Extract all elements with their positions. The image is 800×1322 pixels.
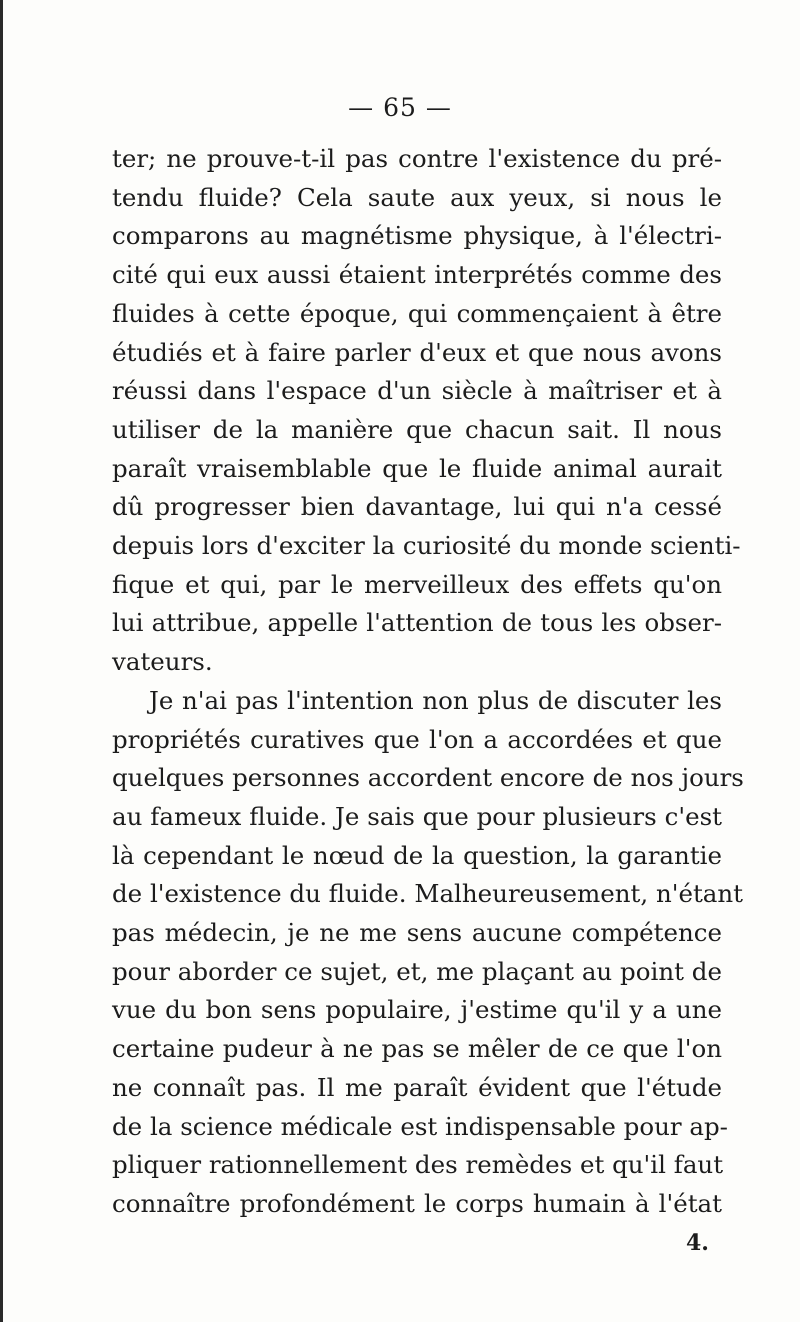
- text-line: pliquer rationnellement des remèdes et qu'il faut: [112, 1150, 724, 1180]
- text-line: quelques personnes accordent encore de nos jours: [112, 763, 744, 793]
- signature-mark: 4.: [686, 1230, 709, 1256]
- text-line: vue du bon sens populaire, j'estime qu'il y a une: [112, 995, 722, 1025]
- body-text: [112, 140, 744, 1224]
- text-line: ter; ne prouve-t-il pas contre l'existence du pré-: [112, 144, 722, 173]
- page-edge-shadow: [0, 0, 3, 1322]
- text-line: vateurs.: [112, 647, 213, 677]
- text-line-paragraph-start: Je n'ai pas l'intention non plus de discuter les: [149, 685, 722, 715]
- text-line: fluides à cette époque, qui commençaient à être: [112, 298, 722, 328]
- text-line: cité qui eux aussi étaient interprétés comme des: [112, 260, 722, 290]
- text-line: réussi dans l'espace d'un siècle à maîtriser et à: [112, 376, 722, 406]
- text-line: depuis lors d'exciter la curiosité du monde scienti-: [112, 531, 741, 561]
- text-line: ne connaît pas. Il me paraît évident que l'étude: [112, 1072, 722, 1102]
- text-line: paraît vraisemblable que le fluide animal aurait: [112, 453, 722, 483]
- text-line: étudiés et à faire parler d'eux et que nous avons: [112, 337, 722, 367]
- text-line: comparons au magnétisme physique, à l'électri-: [112, 221, 722, 251]
- text-line: fique et qui, par le merveilleux des effets qu'on: [112, 569, 722, 599]
- text-line: lui attribue, appelle l'attention de tous les obser-: [112, 608, 722, 638]
- text-line: là cependant le nœud de la question, la garantie: [112, 840, 722, 870]
- text-line: de la science médicale est indispensable pour ap-: [112, 1111, 728, 1141]
- text-line: propriétés curatives que l'on a accordées et que: [112, 724, 722, 754]
- text-line: dû progresser bien davantage, lui qui n'a cessé: [112, 492, 722, 522]
- text-line: de l'existence du fluide. Malheureusement, n'étant: [112, 879, 744, 909]
- text-line: connaître profondément le corps humain à l'état: [112, 1188, 722, 1218]
- text-line: au fameux fluide. Je sais que pour plusieurs c'est: [112, 801, 722, 831]
- text-line: certaine pudeur à ne pas se mêler de ce que l'on: [112, 1034, 722, 1064]
- text-line: pas médecin, je ne me sens aucune compétence: [112, 918, 722, 948]
- text-line: utiliser de la manière que chacun sait. Il nous: [112, 414, 722, 444]
- page-number: — 65 —: [348, 93, 452, 122]
- text-line: pour aborder ce sujet, et, me plaçant au point de: [112, 956, 722, 986]
- text-line: tendu fluide? Cela saute aux yeux, si nous le: [112, 182, 722, 212]
